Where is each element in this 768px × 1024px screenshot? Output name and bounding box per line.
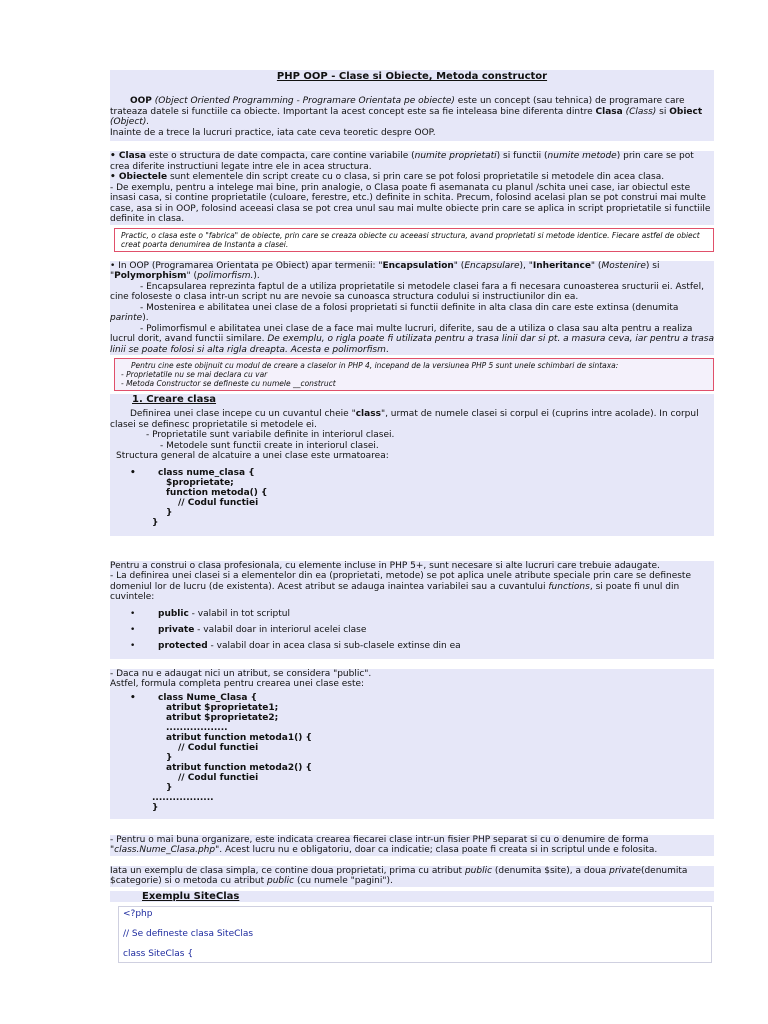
concepts-block [110, 151, 714, 225]
example-heading-bar [110, 891, 714, 902]
code-structure-full: • class Nume_Clasa { atribut $proprietate1; atribut $proprietate2; .................. atribut function metoda1() { // Codul functiei } atribut function metoda2() { // Codul functiei } .................. } [130, 692, 312, 813]
intro-line: Inainte de a trece la lucruri practice, iata cate ceva teoretic despre OOP. [110, 127, 436, 138]
section-file-organization [110, 835, 714, 856]
attributes-paragraph: - La definirea unei clasei si a elementelor din ea (proprietati, metode) se pot aplica unele atribute speciale prin care se defineste domeniul lor de lucru (de existenta). Acest atribut se adauga inaintea variabilei sau a cuvantului functions, si poate fi unul din cuvintele: [110, 571, 691, 602]
intro-block [110, 84, 714, 141]
section-full-formula [110, 669, 714, 819]
section-heading: 1. Creare clasa [132, 394, 217, 405]
terms-intro: • In OOP (Programarea Orientata pe Obiect) apar termenii: "Encapsulation" (Encapsulare), "Inheritance" (Mostenire) si "Polymorphism" (polimorfism.). [110, 260, 660, 281]
analogy-paragraph: - De exemplu, pentru a intelege mai bine, prin analogie, o Clasa poate fi asemanata cu planul /schita unei case, iar obiectul este insasi casa, si contine proprietatile (culoare, ferestre, etc.) definite in schita. Precum, folosind acelasi plan se pot construi mai multe case, asa si in OOP, folosind aceeasi clasa se pot crea unul sau mai multe obiecte prin care se aplica in script proprietatile si functiile definite in clasa. [110, 182, 711, 224]
section-create-class [110, 394, 714, 536]
encapsulation-desc: - Encapsularea reprezinta faptul de a utiliza proprietatile si metodele clasei fara a fi necesara cunoasterea sructurii ei. Astfel, cine foloseste o clasa intr-un script nu are nevoie sa cunoasca structura codului si instructiunilor din ea. [110, 281, 704, 302]
class-definition-paragraph: Definirea unei clase incepe cu un cuvantul cheie "class", urmat de numele clasei si corpul ei (cuprins intre acolade). In corpul clasei se definesc proprietatile si metodele ei. [110, 409, 699, 430]
properties-line: - Proprietatile sunt variabile definite in interiorul clasei. [146, 430, 395, 440]
note-box-php5: Pentru cine este obijnuit cu modul de creare a claselor in PHP 4, incepand de la versiunea PHP 5 sunt unele schimbari de sintaxa: - Proprietatile nu se mai declara cu var - Metoda Constructor se defineste cu numele __construct [114, 358, 714, 391]
formula-intro: Astfel, formula completa pentru crearea unei clase este: [110, 679, 365, 689]
clasa-definition: • Clasa este o structura de date compacta, care contine variabile (numite proprietati) si functii (numite metode) prin care se pot crea diferite instructiuni legate intre ele in acea structura. [110, 151, 694, 172]
obiect-definition: • Obiectele sunt elementele din script create cu o clasa, si prin care se pot folosi proprietatile si metodele din acea clasa. [110, 172, 665, 182]
example-heading: Exemplu SiteClas [142, 890, 240, 902]
oop-term: OOP [130, 96, 152, 106]
code-structure-simple: • class nume_clasa { $proprietate; function metoda() { // Codul functiei } } [130, 467, 268, 528]
inheritance-desc: - Mostenirea e abilitatea unei clase de a folosi proprietati si functii definite in alta clasa din care este extinsa (denumita parinte). [110, 302, 679, 323]
oop-expansion: (Object Oriented Programming - Programare Orientata pe obiecte) [154, 96, 455, 106]
terms-block [110, 261, 714, 356]
pro-class-paragraph: Pentru a construi o clasa profesionala, cu elemente incluse in PHP 5+, sunt necesare si alte lucruri care trebuie adaugate. [110, 560, 660, 571]
note-box-instance: Practic, o clasa este o "fabrica" de obiecte, prin care se creaza obiecte cu aceeasi structura, avand proprietati si metode identice. Fiecare astfel de obiect creat poarta denumirea de Instanta a clasei. [114, 228, 714, 252]
section-attributes [110, 561, 714, 659]
methods-line: - Metodele sunt functii create in interiorul clasei. [160, 440, 379, 451]
list-item: • protected - valabil doar in acea clasa si sub-clasele extinse din ea [130, 640, 461, 651]
file-organization-paragraph: - Pentru o mai buna organizare, este indicata crearea fiecarei clase intr-un fisier PHP separat si cu o denumire de forma "class.Nume_Clasa.php". Acest lucru nu e obligatoriu, doar ca indicatie; clasa poate fi creata si in scriptul unde e folosita. [110, 834, 658, 855]
intro-paragraph: OOP (Object Oriented Programming - Programare Orientata pe obiecte) este un concept (sau tehnica) de programare care trateaza datele si functiile ca obiecte. Important la acest concept este sa fie inteleasa bine diferenta dintre Clasa (Class) si Obiect (Object). [110, 96, 703, 127]
page-title: PHP OOP - Clase si Obiecte, Metoda constructor [110, 70, 714, 84]
list-item: • public - valabil in tot scriptul [130, 608, 290, 619]
structure-intro: Structura general de alcatuire a unei clase este urmatoarea: [116, 451, 389, 461]
attribute-list [110, 609, 714, 651]
list-item: • private - valabil doar in interiorul acelei clase [130, 624, 367, 635]
example-intro [110, 866, 714, 887]
polymorphism-desc: - Polimorfismul e abilitatea unei clase de a face mai multe lucruri, diferite, sau de a utiliza o clasa sau alta pentru a realiza lucrul dorit, avand functii similare. De exemplu, o rigla poate fi utilizata pentru a trasa linii dar si pt. a masura ceva, iar pentru a trasa linii se poate folosi si alta rigla dreapta. Acesta e polimorfism. [110, 323, 715, 355]
example-intro-paragraph: Iata un exemplu de clasa simpla, ce contine doua proprietati, prima cu atribut public (denumita $site), a doua private(denumita $categorie) si o metoda cu atribut public (cu numele "pagini"). [110, 865, 688, 886]
document-page [110, 70, 714, 963]
code-example-box: <?php // Se defineste clasa SiteClas class SiteClas { [118, 906, 712, 963]
default-public-line: - Daca nu e adaugat nici un atribut, se considera "public". [110, 668, 372, 679]
